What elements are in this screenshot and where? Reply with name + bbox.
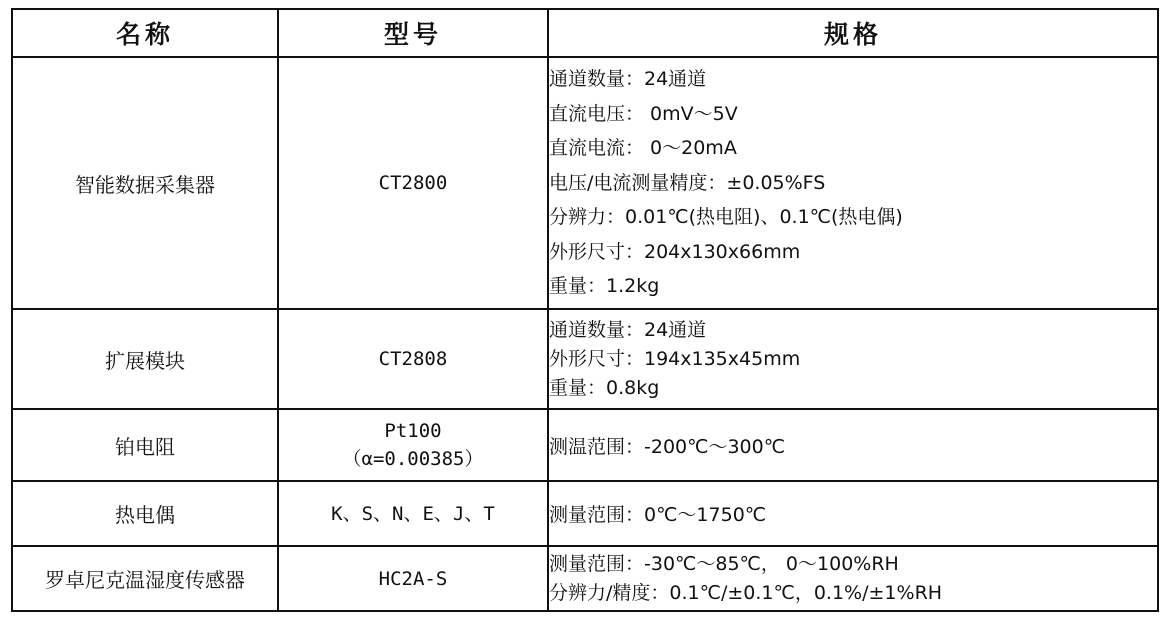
header-name: 名称 [12, 9, 278, 57]
product-model [278, 481, 548, 546]
product-name: 智能数据采集器 [12, 57, 278, 309]
product-model [278, 409, 548, 481]
product-name: 铂电阻 [12, 409, 278, 481]
spec-line: 测温范围：-200℃～300℃ [549, 435, 786, 458]
spec-line: 分辨力：0.01℃(热电阻)、0.1℃(热电偶) [549, 206, 903, 229]
product-specs [548, 481, 1158, 546]
product-model [278, 57, 548, 309]
model-line: HC2A-S [378, 567, 448, 590]
spec-line: 分辨力/精度：0.1℃/±0.1℃，0.1%/±1%RH [549, 581, 943, 604]
header-row [12, 9, 1158, 57]
product-model [278, 546, 548, 611]
model-line: K、S、N、E、J、T [331, 502, 495, 525]
product-model [278, 309, 548, 409]
model-line: CT2808 [378, 348, 448, 370]
spec-line: 直流电流： 0～20mA [549, 137, 737, 160]
product-name: 扩展模块 [12, 309, 278, 409]
product-specs [548, 409, 1158, 481]
spec-line: 外形尺寸：204x130x66mm [549, 240, 801, 263]
spec-line: 直流电压： 0mV～5V [549, 102, 738, 125]
spec-line: 通道数量：24通道 [549, 318, 707, 341]
spec-line: 测量范围：0℃～1750℃ [549, 504, 767, 526]
spec-line: 重量：1.2kg [549, 275, 660, 298]
spec-table [11, 8, 1159, 612]
header-spec: 规格 [548, 9, 1158, 57]
product-specs [548, 546, 1158, 611]
spec-line: 外形尺寸：194x135x45mm [549, 347, 801, 370]
spec-line: 电压/电流测量精度：±0.05%FS [549, 171, 826, 194]
product-name: 热电偶 [12, 481, 278, 546]
header-model: 型号 [278, 9, 548, 57]
product-name: 罗卓尼克温湿度传感器 [12, 546, 278, 611]
spec-line: 通道数量：24通道 [549, 68, 707, 91]
product-specs [548, 309, 1158, 409]
table-row [12, 409, 1158, 481]
spec-line: 测量范围：-30℃～85℃， 0～100%RH [549, 552, 899, 575]
table-row [12, 309, 1158, 409]
table-row [12, 546, 1158, 611]
spec-line: 重量：0.8kg [549, 376, 660, 399]
product-specs [548, 57, 1158, 309]
model-line: CT2800 [378, 172, 448, 194]
model-line: （α=0.00385） [342, 448, 484, 470]
table-row [12, 481, 1158, 546]
model-line: Pt100 [384, 420, 442, 442]
table-row [12, 57, 1158, 309]
